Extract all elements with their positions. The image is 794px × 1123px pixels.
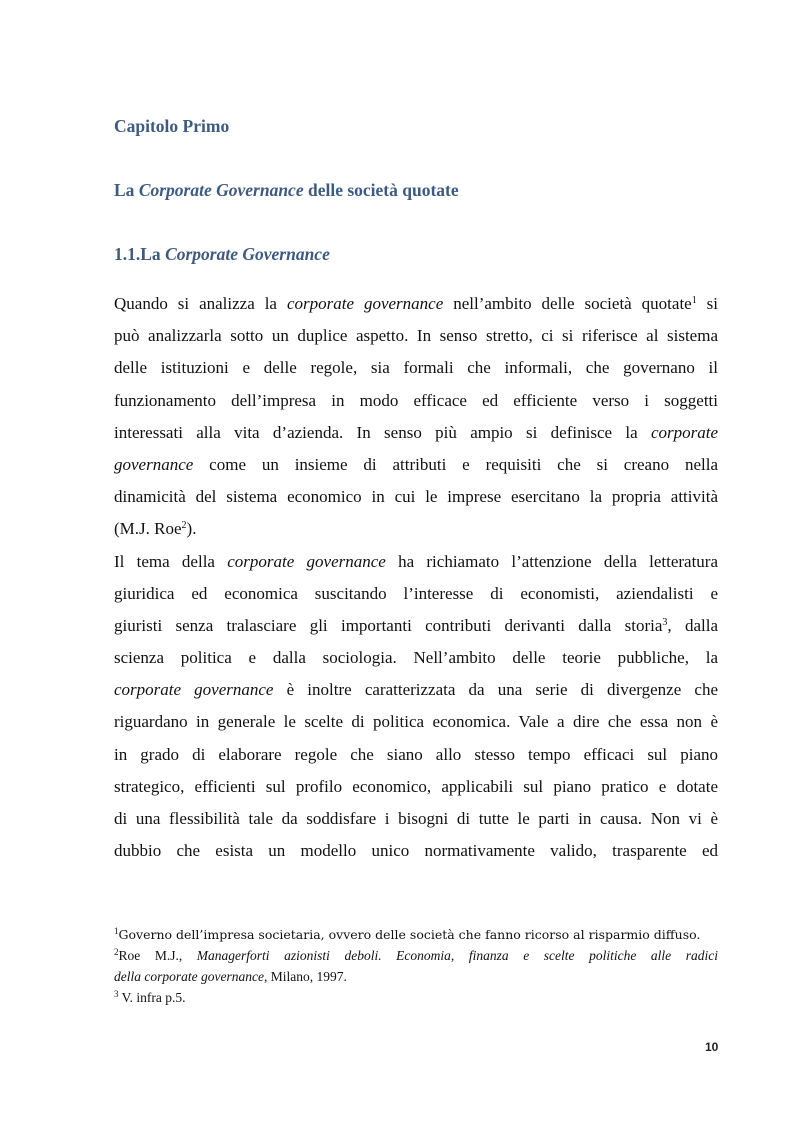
text-line: riguardano in generale le scelte di politica economica. Vale a dire che essa non è — [114, 712, 718, 732]
title-pre: La — [114, 180, 139, 200]
footnote-2-cont: della corporate governance, Milano, 1997. — [114, 969, 347, 984]
text-line: funzionamento dell’impresa in modo efficace ed efficiente verso i soggetti — [114, 390, 718, 410]
text-line: governance come un insieme di attributi e requisiti che si creano nella — [114, 454, 718, 474]
text-line: Il tema della corporate governance ha richiamato l’attenzione della letteratura — [114, 551, 719, 571]
title-post: delle società quotate — [303, 180, 459, 200]
text-line: strategico, efficienti sul profilo economico, applicabili sul piano pratico e dotate — [114, 776, 718, 796]
section-italic: Corporate Governance — [165, 244, 330, 264]
text-line: può analizzarla sotto un duplice aspetto. In senso stretto, ci si riferisce al sistema — [114, 326, 718, 346]
chapter-heading: Capitolo Primo — [114, 116, 230, 136]
footnote-2: $^2$Roe M.J., Managerforti azionisti deboli. Economia, finanza e scelte politiche alle radici — [114, 947, 718, 963]
text-line: delle istituzioni e delle regole, sia formali che informali, che governano il — [114, 358, 718, 378]
footnote-ref: 1 — [691, 295, 697, 306]
footnote-ref: 3 — [662, 616, 668, 628]
text-line: dinamicità del sistema economico in cui le imprese esercitano la propria attività — [114, 487, 718, 507]
text-line: giuridica ed economica suscitando l’interesse di economisti, aziendalisti e — [114, 583, 718, 603]
body-text — [114, 288, 718, 867]
footnotes — [114, 924, 718, 1008]
text-line: scienza politica e dalla sociologia. Nell’ambito delle teorie pubbliche, la — [114, 648, 718, 668]
footnote-ref: 2 — [181, 520, 187, 532]
section-heading — [114, 244, 330, 265]
text-line: giuristi senza tralasciare gli importanti contributi derivanti dalla storia$^3$, dalla — [114, 615, 718, 635]
text-line: in grado di elaborare regole che siano allo stesso tempo efficaci sul piano — [114, 744, 718, 764]
text-line: (M.J. Roe$^2$). — [114, 519, 197, 539]
footnote-3: $^3$ V. infra p.5. — [114, 989, 186, 1005]
section-number: 1.1.La — [114, 244, 166, 264]
paragraph-2 — [114, 546, 718, 868]
text-line: di una flessibilità tale da soddisfare i bisogni di tutte le parti in causa. Non vi è — [114, 809, 718, 828]
page-number: 10 — [705, 1040, 719, 1054]
text-line: corporate governance è inoltre caratterizzata da una serie di divergenze che — [114, 680, 718, 700]
footnote-1: $^1$Governo dell’impresa societaria, ovvero delle società che fanno ricorso al risparmio diffuso. — [114, 926, 701, 942]
title-italic: Corporate Governance — [138, 180, 304, 200]
paragraph-1 — [114, 288, 718, 546]
chapter-title — [114, 180, 459, 201]
text-line: Quando si analizza la corporate governance nell’ambito delle società quotate$^1$ si — [114, 294, 719, 313]
text-line: interessati alla vita d’azienda. In senso più ampio si definisce la corporate — [114, 422, 718, 442]
text-line: dubbio che esista un modello unico normativamente valido, trasparente ed — [114, 841, 718, 861]
